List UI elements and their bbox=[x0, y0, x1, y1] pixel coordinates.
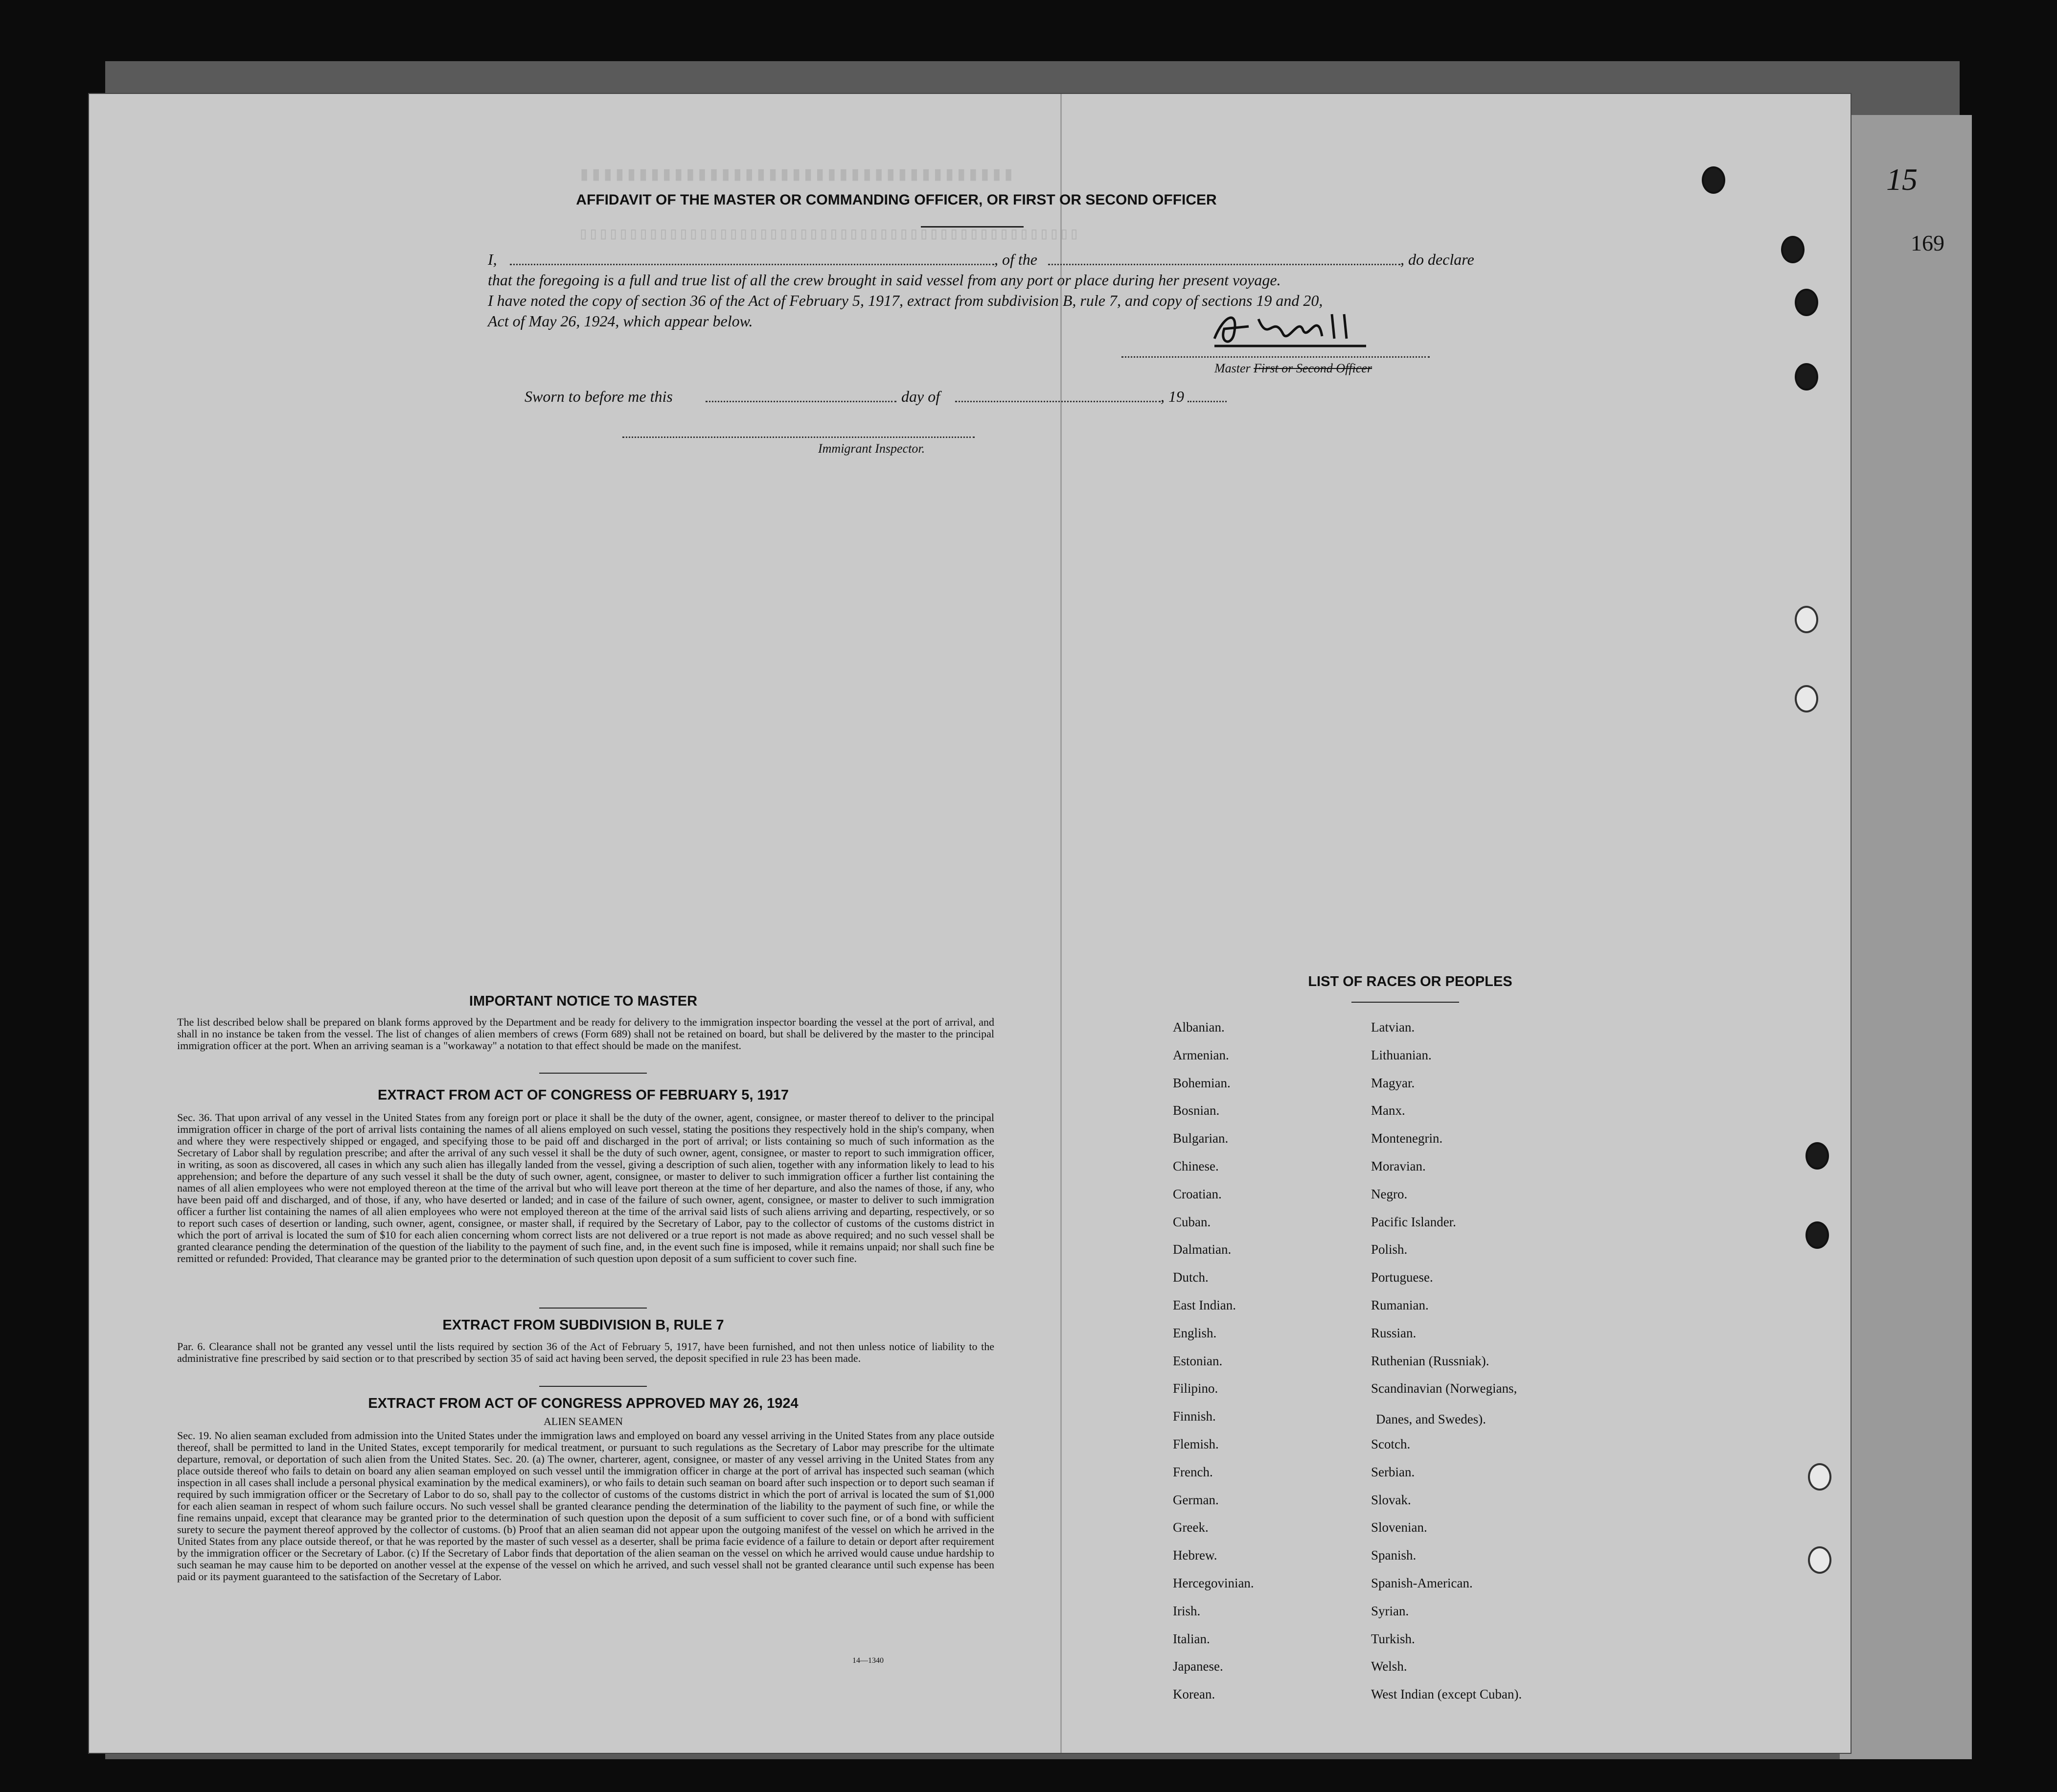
races-rule bbox=[1351, 1002, 1459, 1003]
binder-hole bbox=[1808, 1546, 1831, 1574]
race-item: Japanese. bbox=[1173, 1659, 1223, 1674]
race-item: Welsh. bbox=[1371, 1659, 1407, 1674]
master-signature bbox=[1205, 299, 1381, 358]
race-item: Bohemian. bbox=[1173, 1075, 1231, 1090]
page-number: 169 bbox=[1911, 230, 1944, 255]
declarant-label: I, bbox=[488, 251, 497, 268]
binder-hole bbox=[1702, 166, 1725, 194]
race-item: Spanish. bbox=[1371, 1548, 1417, 1563]
race-item: Ruthenian (Russniak). bbox=[1371, 1353, 1489, 1368]
race-item: Croatian. bbox=[1173, 1186, 1222, 1201]
extract-1917-title: EXTRACT FROM ACT OF CONGRESS OF FEBRUARY 5, 1917 bbox=[377, 1087, 789, 1103]
sworn-day-field[interactable] bbox=[706, 401, 896, 402]
race-item: Pacific Islander. bbox=[1371, 1214, 1456, 1229]
master-title-label bbox=[1214, 361, 1372, 376]
race-item: Manx. bbox=[1371, 1103, 1405, 1118]
race-scandinavian-continued: Danes, and Swedes). bbox=[1376, 1412, 1486, 1426]
race-item: Bulgarian. bbox=[1173, 1131, 1229, 1146]
race-item: Korean. bbox=[1173, 1687, 1215, 1702]
race-item: Bosnian. bbox=[1173, 1103, 1220, 1118]
binder-hole bbox=[1808, 1463, 1831, 1491]
race-item: Serbian. bbox=[1371, 1464, 1415, 1479]
rule7-rule bbox=[539, 1386, 647, 1387]
race-item: German. bbox=[1173, 1492, 1219, 1507]
race-item: Magyar. bbox=[1371, 1075, 1415, 1090]
race-item: Estonian. bbox=[1173, 1353, 1223, 1368]
day-of-label: day of bbox=[901, 388, 940, 405]
race-item: Finnish. bbox=[1173, 1409, 1216, 1424]
race-item: Dalmatian. bbox=[1173, 1242, 1232, 1257]
year-label: , 19 bbox=[1161, 388, 1184, 405]
race-item: Polish. bbox=[1371, 1242, 1408, 1257]
race-item: Montenegrin. bbox=[1371, 1131, 1443, 1146]
affidavit-line-3: Act of May 26, 1924, which appear below. bbox=[488, 312, 753, 330]
of-the-label: , of the bbox=[994, 251, 1037, 268]
vessel-name-field[interactable] bbox=[1048, 264, 1400, 265]
race-item: Russian. bbox=[1371, 1325, 1417, 1340]
race-item: Negro. bbox=[1371, 1186, 1408, 1201]
do-declare-label: , do declare bbox=[1400, 251, 1474, 268]
race-item: Slovak. bbox=[1371, 1492, 1411, 1507]
right-sheet-edge bbox=[1840, 115, 1972, 1759]
race-item: Cuban. bbox=[1173, 1214, 1211, 1229]
race-item: Flemish. bbox=[1173, 1437, 1219, 1451]
title-rule bbox=[921, 226, 1024, 228]
inspector-label: Immigrant Inspector. bbox=[818, 441, 925, 456]
race-item: Portuguese. bbox=[1371, 1270, 1433, 1285]
binder-hole bbox=[1795, 685, 1818, 712]
race-item: Dutch. bbox=[1173, 1270, 1209, 1285]
race-item: Lithuanian. bbox=[1371, 1047, 1432, 1062]
race-item: Latvian. bbox=[1371, 1020, 1415, 1034]
rule7-title: EXTRACT FROM SUBDIVISION B, RULE 7 bbox=[442, 1317, 724, 1333]
race-item: Greek. bbox=[1173, 1520, 1209, 1535]
master-label: Master bbox=[1214, 361, 1251, 375]
inspector-signature-line bbox=[622, 437, 975, 438]
declarant-name-field[interactable] bbox=[510, 264, 994, 265]
bleed-through-line: ▯▯▯▯▯▯▯▯▯▯▯▯▯▯▯▯▯▯▯▯▯▯▯▯▯▯▯▯▯▯▯▯▯▯▯▯▯▯▯▯▯▯▯▯▯▯▯▯▯▯ bbox=[578, 226, 1079, 244]
race-item: Syrian. bbox=[1371, 1603, 1409, 1618]
race-item: Irish. bbox=[1173, 1603, 1201, 1618]
extract-1924-body: Sec. 19. No alien seaman excluded from admission into the United States under the immigration laws and employed on board any vessel arriving in the United States from any place outside thereof, shall be permitted to land in the United States, except temporarily for medical treatment, or pursuant to such regulations as the Secretary of Labor may prescribe for the ultimate departure, removal, or deportation of such alien from the United States. Sec. 20. (a) The owner, charterer, agent, consignee, or master of any vessel arriving in the United States from any place outside thereof who fails to detain on board any alien seaman employed on such vessel until the immigration officer in charge at the port of arrival has inspected such seaman (which inspection in all cases shall include a personal physical examination by the medical examiners), or who fails to detain such seaman on board after such inspection or to deport such seaman if required by such immigration officer or the Secretary of Labor to do so, shall pay to the collector of customs of the customs district in which the port of arrival is located the sum of $1,000 for each alien seaman in respect of whom such failure occurs. No such vessel shall be granted clearance pending the determination of the liability to the payment of such fine, or while the fine remains unpaid, except that clearance may be granted prior to the determination of such question upon the deposit of a sum sufficient to cover such fine, or of a bond with sufficient surety to secure the payment thereof approved by the collector of customs. (b) Proof that an alien seaman did not appear upon the outgoing manifest of the vessel on which he arrived in the United States from any place outside thereof, or that he was reported by the master of such vessel as a deserter, shall be prima facie evidence of a failure to detain or deport after requirement by the immigration officer or the Secretary of Labor. (c) If the Secretary of Labor finds that deportation of the alien seaman on the vessel on which he arrived would cause undue hardship to such seaman he may cause him to be deported on another vessel at the expense of the vessel on which he arrived, and such vessel shall not be granted clearance until such expense has been paid or its payment guaranteed to the satisfaction of the Secretary of Labor. bbox=[177, 1429, 994, 1583]
form-number: 14—1340 bbox=[852, 1656, 884, 1665]
race-item: Slovenian. bbox=[1371, 1520, 1427, 1535]
race-item: West Indian (except Cuban). bbox=[1371, 1687, 1522, 1702]
race-item: Scandinavian (Norwegians, bbox=[1371, 1381, 1517, 1396]
notice-body: The list described below shall be prepared on blank forms approved by the Department and be ready for delivery to the immigration inspector boarding the vessel at the port of arrival, and shall in no instance be taken from the vessel. The list of changes of alien members of crews (Form 689) shall not be retained on board, but shall be delivered by the master to the principal immigration officer at the port. When an arriving seaman is a "workaway" a notation to that effect should be made on the manifest. bbox=[177, 1016, 994, 1052]
race-item: French. bbox=[1173, 1464, 1213, 1479]
race-item: Scotch. bbox=[1371, 1437, 1411, 1451]
race-item: Italian. bbox=[1173, 1631, 1210, 1646]
affidavit-line-2: I have noted the copy of section 36 of the Act of February 5, 1917, extract from subdivision B, rule 7, and copy of sections 19 and 20, bbox=[488, 292, 1323, 309]
race-item: Chinese. bbox=[1173, 1159, 1219, 1173]
document-page bbox=[88, 93, 1851, 1754]
extract-1924-title: EXTRACT FROM ACT OF CONGRESS APPROVED MAY 26, 1924 bbox=[368, 1396, 799, 1411]
rule7-body: Par. 6. Clearance shall not be granted any vessel until the lists required by section 36 of the Act of February 5, 1917, have been furnished, and not then unless notice of liability to the administrative fine prescribed by said section or to that prescribed by section 35 of said act having been served, the deposit specified in rule 23 has been made. bbox=[177, 1340, 994, 1364]
race-item: Moravian. bbox=[1371, 1159, 1426, 1173]
race-item: Albanian. bbox=[1173, 1020, 1225, 1034]
sworn-month-field[interactable] bbox=[955, 401, 1161, 402]
race-item: Filipino. bbox=[1173, 1381, 1218, 1396]
sworn-year-field[interactable] bbox=[1188, 401, 1227, 402]
race-item: Hercegovinian. bbox=[1173, 1576, 1254, 1590]
corner-mark: 15 bbox=[1886, 162, 1918, 197]
extract-1917-body: Sec. 36. That upon arrival of any vessel in the United States from any foreign port or place it shall be the duty of the owner, agent, consignee, or master thereof to deliver to the principal immigration officer in charge of the port of arrival lists containing the names of all aliens employed on such vessel, stating the positions they respectively hold in the ship's company, when and where they were respectively shipped or engaged, and specifying those to be paid off and discharged in the port of arrival; or lists containing so much of such information as the Secretary of Labor shall by regulation prescribe; and after the arrival of any such vessel it shall be the duty of such owner, agent, consignee, or master to report to such immigration officer, in writing, as soon as discovered, all cases in which any such alien has illegally landed from the vessel, giving a description of such alien, together with any information likely to lead to his apprehension; and before the departure of any such vessel it shall be the duty of such owner, agent, consignee, or master to deliver to such immigration officer a further list containing the names of all alien employees who were not employed thereon at the time of the arrival but who will leave port thereon at the time of her departure, and also the names of those, if any, who have been paid off and discharged, and of those, if any, who have deserted or landed; and in case of the failure of such owner, agent, consignee, or master to deliver to such immigration officer a further list containing the names of all alien employees who were not employed thereon at the time of the arrival said lists of such aliens arriving and departing, respectively, or so to report such cases of desertion or landing, such owner, agent, consignee, or master shall, if required by the Secretary of Labor, pay to the collector of customs of the customs district in which the port of arrival is located the sum of $10 for each alien concerning whom correct lists are not delivered or a true report is not made as above required; and no such vessel shall be granted clearance pending the determination of the question of the liability to the payment of such fine, and, in the event such fine is imposed, while it remains unpaid; nor shall such fine be remitted or refunded: Provided, That clearance may be granted prior to the determination of such question upon deposit of a sum sufficient to cover such fine. bbox=[177, 1111, 994, 1264]
binder-hole bbox=[1795, 363, 1818, 391]
extract-1924-subtitle: ALIEN SEAMEN bbox=[544, 1415, 623, 1427]
race-item: Rumanian. bbox=[1371, 1298, 1429, 1312]
notice-title: IMPORTANT NOTICE TO MASTER bbox=[469, 993, 698, 1009]
affidavit-title: AFFIDAVIT OF THE MASTER OR COMMANDING OFFICER, OR FIRST OR SECOND OFFICER bbox=[576, 192, 1217, 208]
extract-1917-rule bbox=[539, 1308, 647, 1309]
race-item: Turkish. bbox=[1371, 1631, 1415, 1646]
binder-hole bbox=[1795, 289, 1818, 316]
binder-hole bbox=[1806, 1221, 1829, 1249]
race-item: Spanish-American. bbox=[1371, 1576, 1473, 1590]
binder-hole bbox=[1781, 236, 1805, 263]
binder-hole bbox=[1806, 1142, 1829, 1170]
races-title: LIST OF RACES OR PEOPLES bbox=[1308, 974, 1512, 989]
affidavit-line-1: that the foregoing is a full and true list of all the crew brought in said vessel from any port or place during her present voyage. bbox=[488, 271, 1281, 289]
race-item: Armenian. bbox=[1173, 1047, 1229, 1062]
page-fold bbox=[1060, 94, 1062, 1753]
race-item: East Indian. bbox=[1173, 1298, 1236, 1312]
struck-officer-label: First or Second Officer bbox=[1254, 361, 1372, 375]
sworn-label: Sworn to before me this bbox=[525, 388, 673, 405]
race-item: English. bbox=[1173, 1325, 1217, 1340]
binder-hole bbox=[1795, 606, 1818, 633]
race-item: Hebrew. bbox=[1173, 1548, 1217, 1563]
master-signature-line bbox=[1121, 356, 1430, 358]
bleed-through-header: ▮▮▮▮▮▮▮▮▮▮▮▮▮▮▮▮▮▮▮▮▮▮▮▮▮▮▮▮▮▮▮▮▮▮▮▮▮ bbox=[578, 164, 1015, 186]
notice-rule bbox=[539, 1073, 647, 1074]
